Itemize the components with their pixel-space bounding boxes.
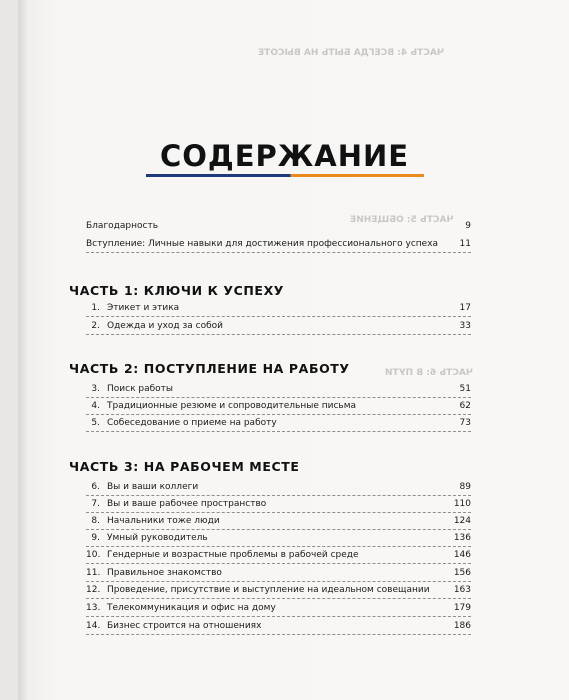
toc-entry-text: Проведение, присутствие и выступление на идеальном совещании [107, 585, 430, 595]
chapter-number: 9. [91, 533, 100, 543]
leader-line [86, 431, 471, 432]
toc-entry-page: 163 [453, 585, 471, 595]
toc-entry-text: Благодарность [86, 221, 159, 231]
part-2-title: ЧАСТЬ 2: ПОСТУПЛЕНИЕ НА РАБОТУ [69, 361, 350, 376]
toc-entry-text: Умный руководитель [107, 533, 208, 543]
toc-entry-page: 89 [459, 482, 471, 492]
title-underline [146, 174, 424, 177]
toc-entry-text: Начальники тоже люди [107, 516, 220, 526]
chapter-number: 3. [91, 384, 100, 394]
toc-entry-text: Поиск работы [107, 384, 174, 394]
toc-entry-chapter-14[interactable] [86, 621, 471, 635]
toc-entry-page: 179 [453, 603, 471, 613]
toc-entry-introduction[interactable] [86, 239, 471, 253]
leader-line [86, 634, 471, 635]
toc-entry-chapter-6[interactable] [86, 482, 471, 496]
toc-entry-chapter-11[interactable] [86, 568, 471, 582]
part-1-title: ЧАСТЬ 1: КЛЮЧИ К УСПЕХУ [69, 283, 285, 298]
toc-entry-chapter-10[interactable] [86, 550, 471, 564]
toc-entry-chapter-4[interactable] [86, 401, 471, 415]
toc-entry-page: 156 [453, 568, 471, 578]
leader-line [86, 252, 471, 253]
leader-line [86, 316, 471, 317]
chapter-number: 2. [91, 321, 100, 331]
toc-entry-page: 73 [459, 418, 471, 428]
page-title: СОДЕРЖАНИЕ [159, 139, 410, 173]
toc-entry-chapter-8[interactable] [86, 516, 471, 530]
toc-entry-page: 146 [453, 550, 471, 560]
leader-line [86, 334, 471, 335]
toc-entry-text: Гендерные и возрастные проблемы в рабочей среде [107, 550, 359, 560]
toc-entry-text: Этикет и этика [107, 303, 180, 313]
toc-entry-text: Традиционные резюме и сопроводительные письма [107, 401, 357, 411]
toc-entry-acknowledgements[interactable] [86, 221, 471, 235]
chapter-number: 11. [86, 568, 101, 578]
leader-line [86, 616, 471, 617]
toc-entry-page: 9 [465, 221, 471, 231]
toc-entry-chapter-9[interactable] [86, 533, 471, 547]
bleed-through-part6: ЧАСТЬ 6: В ПУТИ [385, 368, 474, 378]
chapter-number: 4. [91, 401, 100, 411]
bleed-through-part5: ЧАСТЬ 5: ОБЩЕНИЕ [350, 215, 454, 225]
chapter-number: 12. [86, 585, 101, 595]
toc-entry-text: Одежда и уход за собой [107, 321, 224, 331]
part-3-title: ЧАСТЬ 3: НА РАБОЧЕМ МЕСТЕ [69, 459, 300, 474]
toc-entry-page: 110 [453, 499, 471, 509]
leader-line [86, 529, 471, 530]
leader-line [86, 397, 471, 398]
leader-line [86, 414, 471, 415]
leader-line [86, 563, 471, 564]
leader-line [86, 598, 471, 599]
chapter-number: 7. [91, 499, 100, 509]
bleed-through-header: ЧАСТЬ 4: ВСЕГДА БЫТЬ НА ВЫСОТЕ [258, 48, 445, 58]
toc-entry-page: 51 [459, 384, 471, 394]
toc-entry-text: Телекоммуникация и офис на дому [107, 603, 276, 613]
toc-entry-page: 124 [453, 516, 471, 526]
toc-entry-text: Собеседование о приеме на работу [107, 418, 277, 428]
chapter-number: 6. [91, 482, 100, 492]
toc-entry-page: 136 [453, 533, 471, 543]
toc-entry-chapter-5[interactable] [86, 418, 471, 432]
toc-entry-chapter-3[interactable] [86, 384, 471, 398]
chapter-number: 10. [86, 550, 101, 560]
leader-line [86, 495, 471, 496]
toc-entry-chapter-7[interactable] [86, 499, 471, 513]
toc-entry-page: 186 [453, 621, 471, 631]
chapter-number: 1. [91, 303, 100, 313]
toc-entry-text: Правильное знакомство [107, 568, 222, 578]
toc-entry-chapter-12[interactable] [86, 585, 471, 599]
chapter-number: 13. [86, 603, 101, 613]
toc-entry-page: 11 [459, 239, 471, 249]
toc-entry-text: Вы и ваши коллеги [107, 482, 199, 492]
leader-line [86, 546, 471, 547]
toc-entry-chapter-1[interactable] [86, 303, 471, 317]
chapter-number: 14. [86, 621, 101, 631]
leader-line [86, 512, 471, 513]
toc-entry-page: 17 [459, 303, 471, 313]
toc-entry-text: Бизнес строится на отношениях [107, 621, 262, 631]
toc-entry-text: Вступление: Личные навыки для достижения профессионального успеха [86, 239, 439, 249]
toc-entry-page: 62 [459, 401, 471, 411]
chapter-number: 8. [91, 516, 100, 526]
toc-entry-chapter-2[interactable] [86, 321, 471, 335]
chapter-number: 5. [91, 418, 100, 428]
toc-entry-page: 33 [459, 321, 471, 331]
toc-entry-text: Вы и ваше рабочее пространство [107, 499, 267, 509]
leader-line [86, 581, 471, 582]
toc-entry-chapter-13[interactable] [86, 603, 471, 617]
